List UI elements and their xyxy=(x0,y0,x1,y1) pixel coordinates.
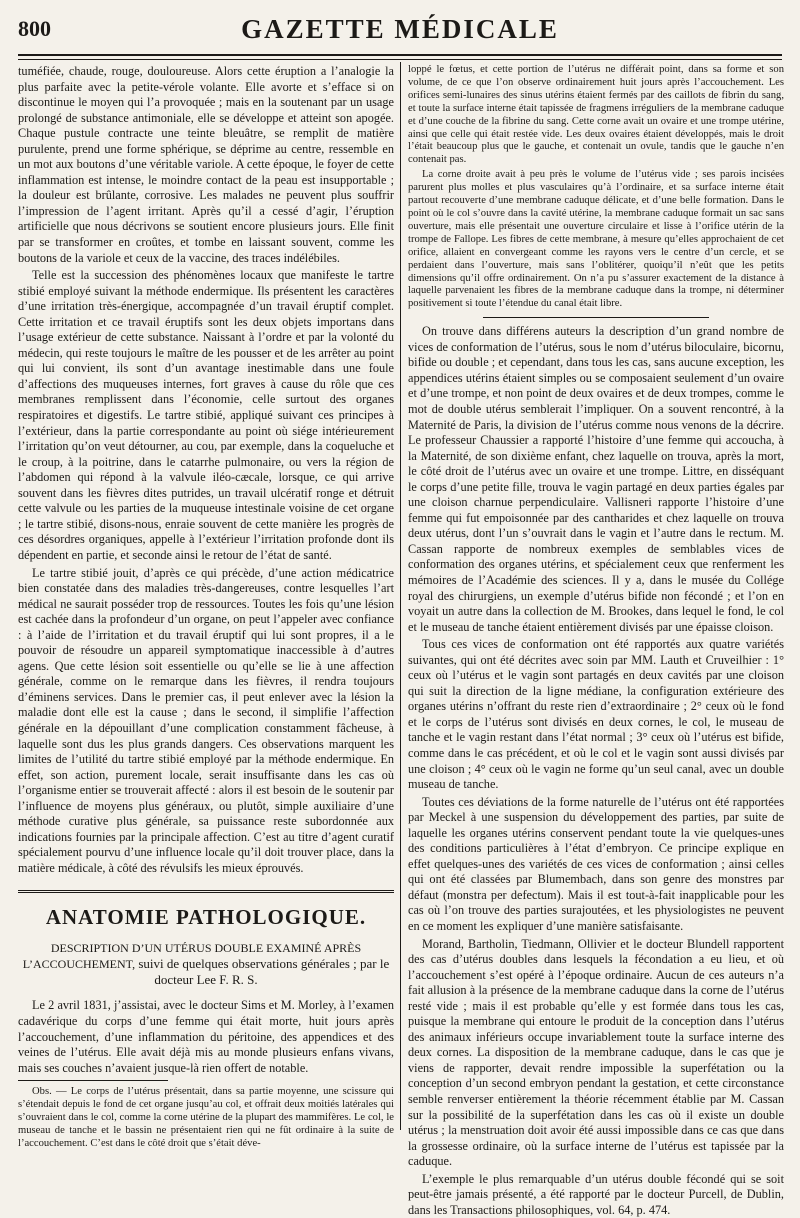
article-title xyxy=(18,940,394,988)
section-separator xyxy=(18,890,394,893)
article-title-smallcaps: DESCRIPTION D’UN UTÉRUS DOUBLE EXAMINÉ APRÈS L’ACCOUCHEMENT, xyxy=(22,941,362,972)
observation-separator xyxy=(483,317,709,318)
observation-rule xyxy=(18,1080,168,1081)
paragraph: Tous ces vices de conformation ont été rapportés aux quatre variétés suivantes, qui ont été décrites avec soin par MM. Lauth et Cruveilhier : 1° ceux où l’utérus et le vagin sont partagés en deux cavités par une cloison qui suit la direction de la ligne médiane, la configuration extérieure des organes utérins n’offrant du reste rien d’extraordinaire ; 2° ceux où le fond et le corps de l’utérus sont divisés en deux cornes, le col, le museau de tanche et le vagin restant dans l’état normal ; 3° ceux où l’utérus est bifide, comme dans le cas précédent, et où le col et le vagin sont aussi divisés par une cloison ; 4° ceux où le vagin ne forme qu’un seul canal, avec un double museau de tanche. xyxy=(408,637,784,792)
paragraph: Morand, Bartholin, Tiedmann, Ollivier et le docteur Blundell rapportent des cas d’utérus doubles dans lesquels la fécondation a eu lieu, et où l’accouchement s’est opéré à l’époque ordinaire. Aucun de ces auteurs n’a fait allusion à la présence de la membrane caduque dans la corne de l’utérus resté vide ; mais il est probable qu’elle y est formée dans tous les cas, puisque la membrane qui entoure le produit de la conception dans l’utérus des animaux inférieurs occupe invariablement toute la surface interne des deux cornes. La disposition de la membrane caduque, dans le cas que je viens de rapporter, devait rendre impossible la superfétation ou la conception d’un second embryon pendant la gestation, et cette circonstance semble renverser entièrement la théorie récemment établie par M. Cassan sur la possibilité de la superfétation dans les cas où il existe un double utérus ; la menstruation doit avoir été aussi impossible dans ce cas que dans la grossesse ordinaire, où la surface interne de l’utérus est tapissée par la caduque. xyxy=(408,936,784,1169)
observation-text: Obs. — Le corps de l’utérus présentait, dans sa partie moyenne, une scissure qui s’étendait depuis le fond de cet organe jusqu’au col, et offrait deux moitiés latérales qui s’ouvraient dans le col, comme la corne utérine de la plupart des mammifères. Le col, le museau de tanche et le bassin ne présentaient rien qui ne fût ordinaire à la suite de l’accouchement. C’est dans le côté droit que s’était déve- xyxy=(18,1086,394,1150)
paragraph: Telle est la succession des phénomènes locaux que manifeste le tartre stibié employé suivant la méthode endermique. Ils présentent les caractères d’une irritation très-énergique, accompagnée d’un travail éruptif complet. Cette irritation et ce travail éruptifs sont les deux objets importans dans l’usage extérieur de cette substance. Naissant à l’ordre et par la volonté du médecin, qui reste toujours le maître de les pousser et de les arrêter au point qui lui convient, ils sont d’un avantage inestimable dans une foule d’affections des muqueuses internes, fort graves à cause du rôle que ces membranes remplissent dans l’économie, celle surtout des organes respiratoires et digestifs. Le tartre stibié, appliqué suivant ces principes à l’extérieur, dans la partie correspondante au point où siége intérieurement l’irritation qu’on veut détourner, au cou, par exemple, dans la coqueluche et le croup, à la poitrine, dans le catarrhe pulmonaire, ou vers la région de l’abdomen qui répond à la valvule iléo-cæcale, lorsque, ce qui arrive souvent dans les fièvres dites putrides, un travail ulcératif ronge et détruit cette valvule ou les parties de la muqueuse intestinale voisine de cet organe ; le tartre stibié, disons-nous, enraie souvent de cette manière les progrès de ces désordres organiques, appelle à l’extérieur l’irritation profonde dont ils dépendent en partie, et seconde ainsi le retour de l’état de santé. xyxy=(18,268,394,562)
column-divider xyxy=(400,62,401,1130)
page-header xyxy=(18,12,782,56)
paragraph: Le 2 avril 1831, j’assistai, avec le docteur Sims et M. Morley, à l’examen cadavérique du corps d’une femme qui était morte, huit jours après l’accouchement, d’une inflammation du péritoine, des appendices et des veines de l’utérus. Elle avait déjà mis au monde plusieurs enfans vivans, mais ses couches n’avaient jusque-là rien offert de notable. xyxy=(18,998,394,1075)
masthead-title: GAZETTE MÉDICALE xyxy=(241,14,559,44)
right-column xyxy=(408,64,784,1217)
article-title-rest: suivi de quelques observations générales ; par le docteur Lee F. R. S. xyxy=(138,956,390,988)
paragraph: Toutes ces déviations de la forme naturelle de l’utérus ont été rapportées par Meckel à une suspension du développement des parties, par suite de laquelle les organes utérins conservent pendant toute la vie quelques-unes des conditions particulières à l’état d’embryon. Ce principe explique en effet quelques-unes des variétés de ces vices de conformation ; ainsi celles qui ont été classées par Blumembach, dans son genre des monstres par défaut (monstra per defectum). Mais il est tout-à-fait inapplicable pour les cas où l’on trouve des parties surajoutées, et les physiologistes ne peuvent en ce moment les expliquer d’une manière satisfaisante. xyxy=(408,794,784,933)
paragraph: L’exemple le plus remarquable d’un utérus double fécondé qui se soit peut-être jamais présenté, a été rapporté par le docteur Purcell, de Dublin, dans les Transactions philosophiques, vol. 64, p. 474. xyxy=(408,1171,784,1217)
left-column xyxy=(18,64,394,1150)
paragraph: tuméfiée, chaude, rouge, douloureuse. Alors cette éruption a l’analogie la plus parfaite avec la petite-vérole volante. Elle avorte et s’efface si on discontinue le moyen qui l’a provoquée ; mais en la soutenant par un usage prolongé de substance antimoniale, elle se développe et atteint son apogée. Chaque pustule contracte une teinte bleuâtre, se remplit de matière purulente, prend une forme sphérique, se déprime au centre, ressemble en un mot aux boutons d’une véritable variole. A cette époque, le foyer de cette inflammation est intense, le moindre contact de la peau est insupportable ; la douleur est brûlante, corrosive. Les malades ne peuvent plus souffrir l’impression de l’agent irritant. Après qu’il a cessé d’agir, l’éruption artificielle que nous décrivons se soutient encore plusieurs jours. Elle finit par se transformer en croûtes, et tombe en laissant souvent, comme les boutons de la variole et ceux de la vaccine, des traces indélébiles. xyxy=(18,64,394,265)
observation-text: La corne droite avait à peu près le volume de l’utérus vide ; ses parois incisées parurent plus molles et plus vasculaires qu’à l’ordinaire, et sa surface interne était partout recouverte d’une membrane caduque délicate, et d’une belle formation. Dans le point où le col s’ouvre dans la cavité utérine, la membrane caduque formait un sac sans ouverture, mais elle présentait une ouverture circulaire et lisse à l’orifice utérin de la trompe de Fallope. Les fibres de cette membrane, à mesure qu’elles approchaient de cet orifice, allaient en convergeant comme les rayons vers le centre d’un cercle, et se perdaient dans l’ouverture, mais sans l’oblitérer, quoiqu’il n’eût que les petits dimensions qu’il offre ordinairement. On n’a pu s’assurer exactement de la distance à laquelle parvenaient les fibres de la membrane caduque dans la trompe, ni déterminer positivement si toute l’étendue du canal était libre. xyxy=(408,169,784,310)
header-rule xyxy=(18,59,782,60)
observation-text: loppé le fœtus, et cette portion de l’utérus ne différait point, dans sa forme et son volume, de ce que l’on observe ordinairement huit jours après l’accouchement. Les orifices semi-lunaires des sinus utérins étaient fermés par des caillots de fibrin du sang, et toute la surface interne était tapissée de fragmens irréguliers de la membrane caduque et d’une couche de la fibrine du sang. Cette corne avait un ovaire et une trompe utérine, ainsi que celle qui était restée vide. Les deux ovaires étaient développés, mais le droit l’était beaucoup plus que le gauche, et contenait un ovule, tandis que le gauche n’en contenait pas. xyxy=(408,64,784,166)
section-title: ANATOMIE PATHOLOGIQUE. xyxy=(45,905,367,930)
page-number: 800 xyxy=(18,16,51,41)
paragraph: Le tartre stibié jouit, d’après ce qui précède, d’une action médicatrice bien constatée dans des maladies très-dangereuses, contre lesquelles l’art médical ne saurait posséder trop de ressources. Toutes les fois qu’une lésion est cachée dans la profondeur d’un organe, on peut l’appeler avec confiance : à l’aide de l’irritation et du travail éruptif qui lui sont propres, il a le pouvoir de résoudre un appareil symptomatique inaccessible à d’autres agens. Que cette lésion soit essentielle ou qu’elle se lie à une affection générale, comme on le remarque dans les fièvres, il rendra toujours d’éminens services. Dans le premier cas, il peut enlever avec la lésion la maladie dont elle est la cause ; dans le second, il simplifie l’affection générale en la dépouillant d’une complication constamment fâcheuse, à laquelle sont dus les plus grands dangers. Ces observations marquent les limites de l’utilité du tartre stibié employé par la méthode endermique. En effet, son action, purement locale, serait insuffisante dans les cas où l’organisme entier se trouverait affecté : alors il est besoin de le soutenir par l’influence de moyens plus généraux, ou plutôt, simple auxiliaire d’une méthode curative plus générale, sa puissance reste subordonnée aux indications fournies par la principale affection. C’est au titre d’agent curatif spécialement pourvu d’une influence locale qu’il doit trouver place, dans la matière médicale, à côté des révulsifs les mieux éprouvés. xyxy=(18,565,394,875)
paragraph: On trouve dans différens auteurs la description d’un grand nombre de vices de conformation de l’utérus, sous le nom d’utérus biloculaire, bicornu, bifide ou double ; et cependant, dans tous les cas, sans aucune exception, les appendices utérins étaient simples ou se composaient seulement d’un ovaire et d’une trompe, et non point de deux ovaires et de deux trompes, comme le mot de double utérus semblerait l’impliquer. On a souvent rencontré, à la Maternité de Paris, la division de l’utérus comme nous venons de la décrire. Le professeur Chaussier a rapporté l’histoire d’une femme qui accoucha, à la Maternité, de son dixième enfant, chez laquelle on trouva, après la mort, le côté droit de l’utérus avec un ovaire et une trompe. Littre, en disséquant le corps d’une petite fille, trouva le vagin partagé en deux parties égales par une cloison charnue perpendiculaire. Vallisneri rapporte l’histoire d’une femme qui fut empoisonnée par des cantharides et chez laquelle on trouva deux utérus, dont l’un s’ouvrait dans le vagin et l’autre dans le rectum. M. Cassan rapporte de nombreux exemples de semblables vices de conformation des organes utérins, et spécialement ceux que renferment les mémoires de l’Académie des sciences. Il y a, dans le musée du Collége royal des chirurgiens, un exemple d’utérus bifide non fécondé ; et l’on en voyait un autre dans la collection de M. Brookes, dans lequel le fond, le col et le museau de tanche étaient entièrement divisés par une épaisse cloison. xyxy=(408,324,784,634)
